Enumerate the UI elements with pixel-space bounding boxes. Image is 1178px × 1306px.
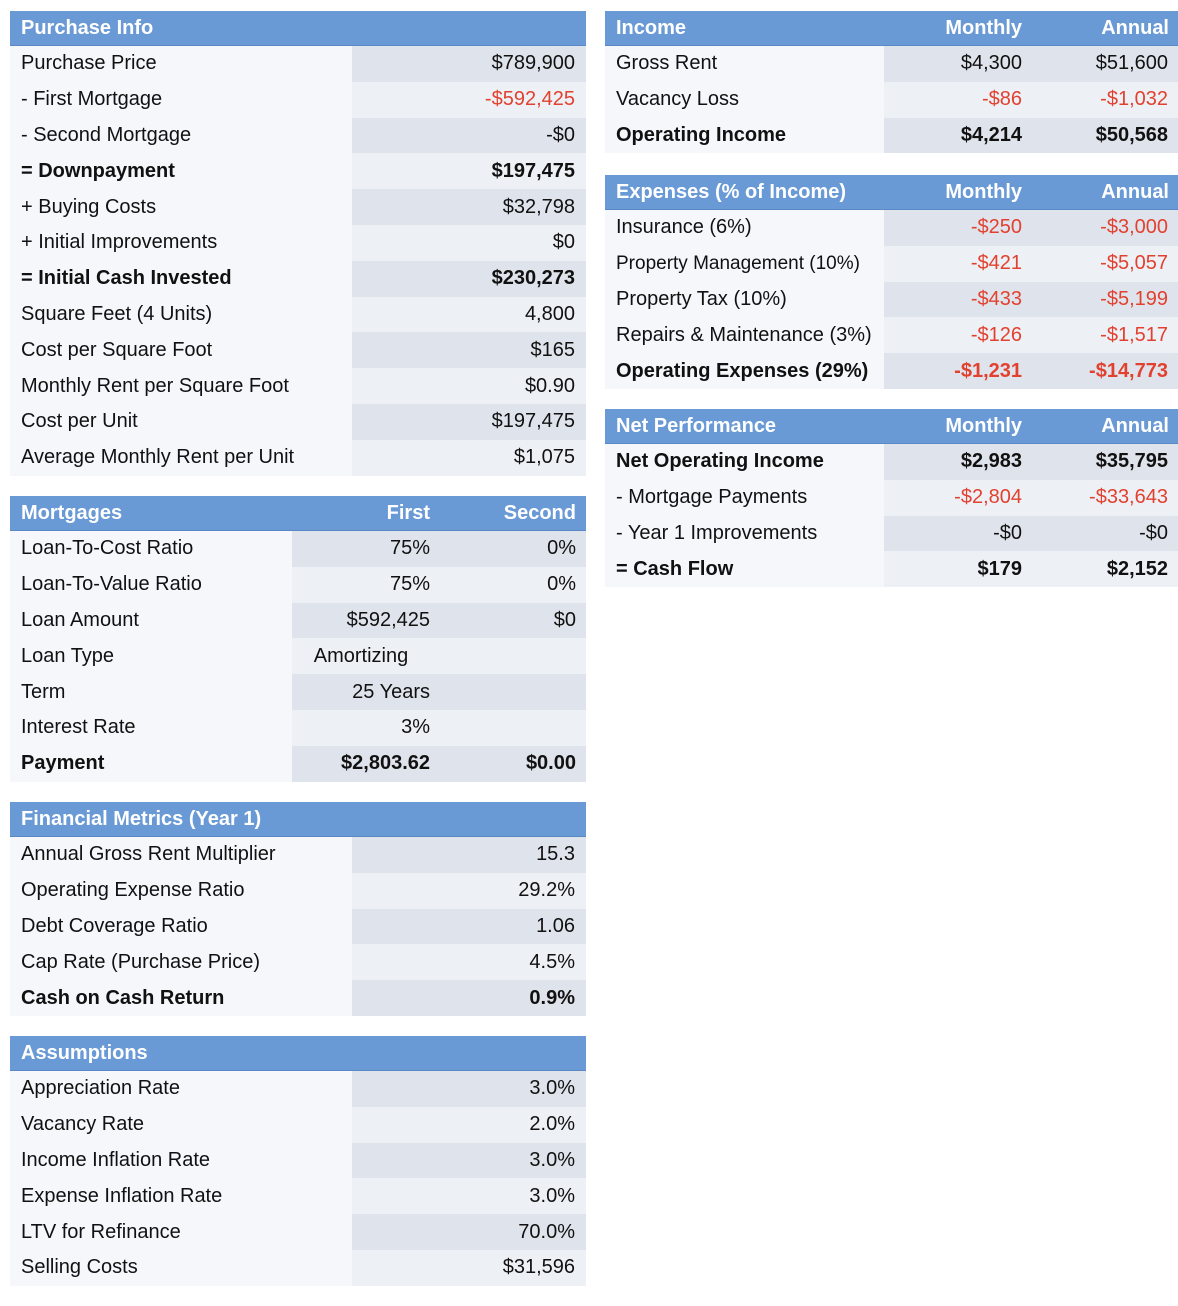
panel-title: Mortgages xyxy=(21,501,123,524)
table-row xyxy=(10,1214,586,1250)
second-value xyxy=(440,674,586,710)
row-label: - Mortgage Payments xyxy=(616,486,808,509)
row-value: $789,900 xyxy=(352,46,586,82)
row-label: Expense Inflation Rate xyxy=(21,1184,223,1207)
annual-value: $2,152 xyxy=(1032,551,1178,587)
table-row xyxy=(10,404,586,440)
row-label: Vacancy Rate xyxy=(21,1113,145,1136)
annual-value: -$5,199 xyxy=(1032,282,1178,318)
mortgages-header xyxy=(10,496,586,531)
table-row xyxy=(605,46,1178,82)
table-row xyxy=(10,1107,586,1143)
row-value: $0 xyxy=(352,225,586,261)
first-value: $592,425 xyxy=(292,603,440,639)
table-row xyxy=(605,317,1178,353)
first-value: $2,803.62 xyxy=(292,746,440,782)
row-label: Appreciation Rate xyxy=(21,1077,180,1100)
row-value: $0.90 xyxy=(352,368,586,404)
row-value: $197,475 xyxy=(352,153,586,189)
table-row xyxy=(10,837,586,873)
row-label: Selling Costs xyxy=(21,1256,138,1279)
table-row xyxy=(10,440,586,476)
table-row xyxy=(10,297,586,333)
panel-title: Expenses (% of Income) xyxy=(616,180,847,203)
row-value: 1.06 xyxy=(352,909,586,945)
table-row xyxy=(10,746,586,782)
annual-value: -$3,000 xyxy=(1032,210,1178,246)
monthly-value: $4,214 xyxy=(884,118,1032,154)
annual-value: $50,568 xyxy=(1032,118,1178,154)
table-row xyxy=(605,210,1178,246)
monthly-value: -$86 xyxy=(884,82,1032,118)
monthly-value: $4,300 xyxy=(884,46,1032,82)
table-row xyxy=(10,603,586,639)
column-header-annual: Annual xyxy=(1101,414,1169,437)
annual-value: $35,795 xyxy=(1032,444,1178,480)
table-row xyxy=(605,444,1178,480)
row-label: Gross Rent xyxy=(616,52,718,75)
panel-title: Assumptions xyxy=(21,1041,148,1064)
row-value: 3.0% xyxy=(352,1071,586,1107)
table-row xyxy=(10,531,586,567)
table-row xyxy=(605,118,1178,154)
table-row xyxy=(605,282,1178,318)
row-value: $32,798 xyxy=(352,189,586,225)
annual-value: $51,600 xyxy=(1032,46,1178,82)
table-row xyxy=(605,480,1178,516)
column-header-monthly: Monthly xyxy=(945,414,1022,437)
column-header-first: First xyxy=(386,501,430,524)
annual-value: -$1,032 xyxy=(1032,82,1178,118)
row-label: Loan-To-Value Ratio xyxy=(21,573,202,596)
row-label: Operating Income xyxy=(616,123,787,146)
first-value: 25 Years xyxy=(292,674,440,710)
annual-value: -$14,773 xyxy=(1032,353,1178,389)
row-label: Loan-To-Cost Ratio xyxy=(21,537,194,560)
table-row xyxy=(10,1143,586,1179)
annual-value: -$5,057 xyxy=(1032,246,1178,282)
row-label: Interest Rate xyxy=(21,716,136,739)
row-label: LTV for Refinance xyxy=(21,1220,181,1243)
table-row xyxy=(10,332,586,368)
row-value: $165 xyxy=(352,332,586,368)
column-header-monthly: Monthly xyxy=(945,180,1022,203)
row-value: 3.0% xyxy=(352,1143,586,1179)
monthly-value: -$433 xyxy=(884,282,1032,318)
purchase-info-header xyxy=(10,11,586,46)
second-value: 0% xyxy=(440,567,586,603)
row-label: Insurance (6%) xyxy=(616,216,752,239)
row-label: Average Monthly Rent per Unit xyxy=(21,446,295,469)
first-value: 75% xyxy=(292,567,440,603)
table-row xyxy=(10,82,586,118)
row-label: Property Tax (10%) xyxy=(616,287,787,310)
row-value: 2.0% xyxy=(352,1107,586,1143)
annual-value: -$1,517 xyxy=(1032,317,1178,353)
second-value xyxy=(440,638,586,674)
second-value xyxy=(440,710,586,746)
row-label: Loan Amount xyxy=(21,608,139,631)
row-label: = Cash Flow xyxy=(616,557,734,580)
row-label: = Downpayment xyxy=(21,159,175,182)
row-value: 3.0% xyxy=(352,1178,586,1214)
row-label: Cap Rate (Purchase Price) xyxy=(21,950,260,973)
row-label: Cost per Square Foot xyxy=(21,338,213,361)
annual-value: -$33,643 xyxy=(1032,480,1178,516)
row-value: $1,075 xyxy=(352,440,586,476)
row-label: Debt Coverage Ratio xyxy=(21,914,208,937)
second-value: $0.00 xyxy=(440,746,586,782)
row-label: - First Mortgage xyxy=(21,88,163,111)
column-header-annual: Annual xyxy=(1101,16,1169,39)
table-row xyxy=(10,225,586,261)
row-value: 4.5% xyxy=(352,944,586,980)
table-row xyxy=(10,189,586,225)
panel-title: Purchase Info xyxy=(21,16,154,39)
assumptions-header xyxy=(10,1036,586,1071)
row-value: -$0 xyxy=(352,118,586,154)
monthly-value: -$0 xyxy=(884,516,1032,552)
row-label: Term xyxy=(21,680,66,703)
row-label: Income Inflation Rate xyxy=(21,1148,210,1171)
row-label: Monthly Rent per Square Foot xyxy=(21,374,289,397)
row-label: Cost per Unit xyxy=(21,410,138,433)
table-row xyxy=(605,246,1178,282)
first-value: 3% xyxy=(292,710,440,746)
monthly-value: -$421 xyxy=(884,246,1032,282)
row-label: Payment xyxy=(21,752,105,775)
row-value: $230,273 xyxy=(352,261,586,297)
annual-value: -$0 xyxy=(1032,516,1178,552)
row-value: 15.3 xyxy=(352,837,586,873)
row-label: Purchase Price xyxy=(21,52,157,75)
table-row xyxy=(10,1071,586,1107)
row-label: - Second Mortgage xyxy=(21,123,192,146)
row-label: Property Management (10%) xyxy=(616,252,860,274)
row-label: + Initial Improvements xyxy=(21,231,218,254)
table-row xyxy=(10,368,586,404)
net-performance-panel xyxy=(605,409,1178,587)
financial-metrics-header xyxy=(10,802,586,837)
row-value: $197,475 xyxy=(352,404,586,440)
table-row xyxy=(10,909,586,945)
row-label: - Year 1 Improvements xyxy=(616,521,818,544)
row-label: Vacancy Loss xyxy=(616,88,740,111)
table-row xyxy=(10,261,586,297)
column-header-monthly: Monthly xyxy=(945,16,1022,39)
income-header xyxy=(605,11,1178,46)
monthly-value: -$250 xyxy=(884,210,1032,246)
row-value: -$592,425 xyxy=(352,82,586,118)
table-row xyxy=(10,944,586,980)
row-value: $31,596 xyxy=(352,1250,586,1286)
monthly-value: -$2,804 xyxy=(884,480,1032,516)
table-row xyxy=(10,674,586,710)
expenses-header xyxy=(605,175,1178,210)
row-label: = Initial Cash Invested xyxy=(21,267,232,290)
table-row xyxy=(10,153,586,189)
table-row xyxy=(10,710,586,746)
table-row xyxy=(10,118,586,154)
second-value: 0% xyxy=(440,531,586,567)
panel-title: Income xyxy=(616,16,687,39)
first-value: 75% xyxy=(292,531,440,567)
panel-title: Net Performance xyxy=(616,414,777,437)
table-row xyxy=(605,516,1178,552)
table-row xyxy=(10,567,586,603)
table-row xyxy=(10,46,586,82)
monthly-value: $2,983 xyxy=(884,444,1032,480)
column-header-annual: Annual xyxy=(1101,180,1169,203)
row-label: Operating Expense Ratio xyxy=(21,879,245,902)
row-label: Cash on Cash Return xyxy=(21,986,225,1009)
monthly-value: -$1,231 xyxy=(884,353,1032,389)
table-row xyxy=(605,82,1178,118)
panel-title: Financial Metrics (Year 1) xyxy=(21,807,262,830)
row-label: Loan Type xyxy=(21,644,115,667)
monthly-value: -$126 xyxy=(884,317,1032,353)
mortgages-panel xyxy=(10,496,586,782)
row-value: 4,800 xyxy=(352,297,586,333)
table-row xyxy=(605,353,1178,389)
row-value: 0.9% xyxy=(352,980,586,1016)
row-label: Square Feet (4 Units) xyxy=(21,302,213,325)
table-row xyxy=(10,638,586,674)
purchase-info-panel xyxy=(10,11,586,476)
first-value: Amortizing xyxy=(292,638,440,674)
row-label: + Buying Costs xyxy=(21,195,157,218)
row-label: Net Operating Income xyxy=(616,450,824,473)
assumptions-panel xyxy=(10,1036,586,1286)
table-row xyxy=(10,1250,586,1286)
monthly-value: $179 xyxy=(884,551,1032,587)
financial-metrics-panel xyxy=(10,802,586,1016)
row-value: 70.0% xyxy=(352,1214,586,1250)
row-value: 29.2% xyxy=(352,873,586,909)
row-label: Operating Expenses (29%) xyxy=(616,359,869,382)
expenses-panel xyxy=(605,175,1178,389)
row-label: Repairs & Maintenance (3%) xyxy=(616,323,872,346)
income-panel xyxy=(605,11,1178,153)
table-row xyxy=(605,551,1178,587)
table-row xyxy=(10,873,586,909)
second-value: $0 xyxy=(440,603,586,639)
row-label: Annual Gross Rent Multiplier xyxy=(21,843,276,866)
table-row xyxy=(10,1178,586,1214)
column-header-second: Second xyxy=(503,501,576,524)
table-row xyxy=(10,980,586,1016)
net-performance-header xyxy=(605,409,1178,444)
